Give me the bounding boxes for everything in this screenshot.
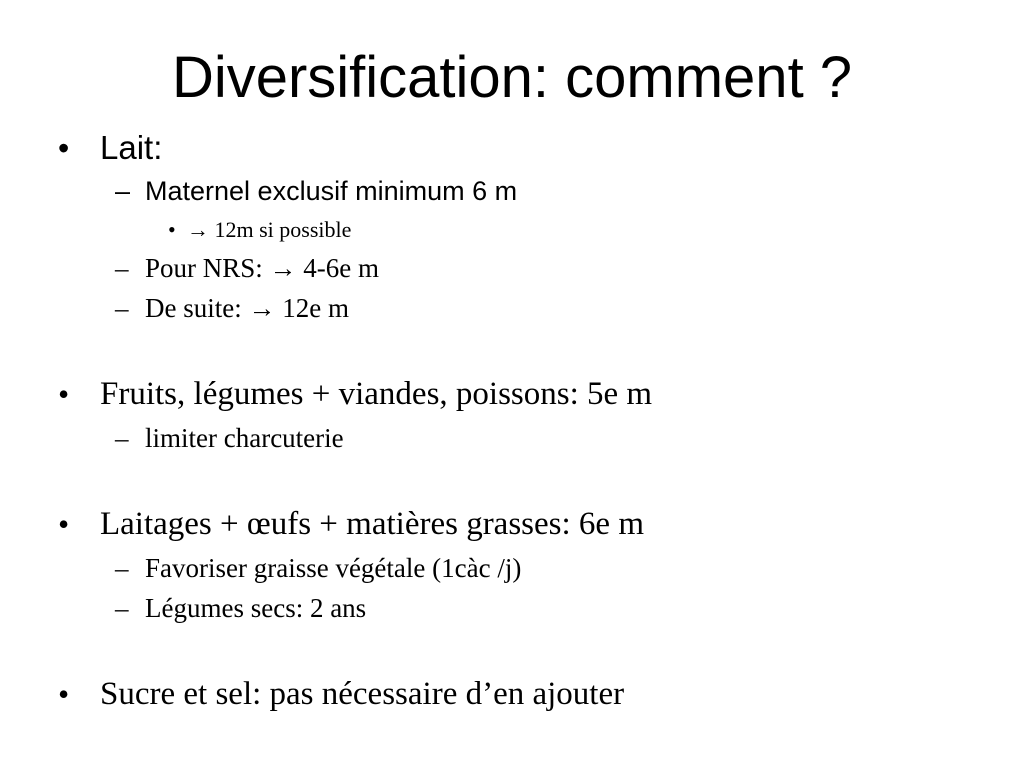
bullet-marker: •: [168, 217, 176, 242]
bullet-laitages: Laitages + œufs + matières grasses: 6e m: [100, 506, 644, 542]
sub-bullet-legumes-secs: Légumes secs: 2 ans: [145, 593, 367, 623]
dash-marker: –: [115, 423, 129, 453]
sub-bullet-de-suite: De suite: → 12e m: [145, 293, 349, 323]
sub-bullet-maternel: Maternel exclusif minimum 6 m: [145, 176, 518, 206]
bullet-marker: •: [58, 130, 70, 166]
bullet-marker: •: [58, 506, 70, 542]
sub-bullet-graisse: Favoriser graisse végétale (1càc /j): [145, 553, 522, 583]
bullet-marker: •: [58, 676, 70, 712]
slide-title: Diversification: comment ?: [171, 45, 853, 110]
dash-marker: –: [115, 176, 131, 206]
sub-sub-bullet-12m: → 12m si possible: [187, 217, 352, 242]
dash-marker: –: [115, 293, 129, 323]
bullet-fruits: Fruits, légumes + viandes, poissons: 5e m: [100, 376, 653, 412]
sub-bullet-nrs: Pour NRS: → 4-6e m: [145, 253, 380, 283]
dash-marker: –: [115, 553, 129, 583]
dash-marker: –: [115, 253, 129, 283]
bullet-marker: •: [58, 376, 70, 412]
bullet-lait: Lait:: [100, 129, 163, 166]
sub-bullet-charcuterie: limiter charcuterie: [145, 423, 344, 453]
dash-marker: –: [115, 593, 129, 623]
bullet-sucre-sel: Sucre et sel: pas nécessaire d’en ajouter: [100, 676, 625, 712]
